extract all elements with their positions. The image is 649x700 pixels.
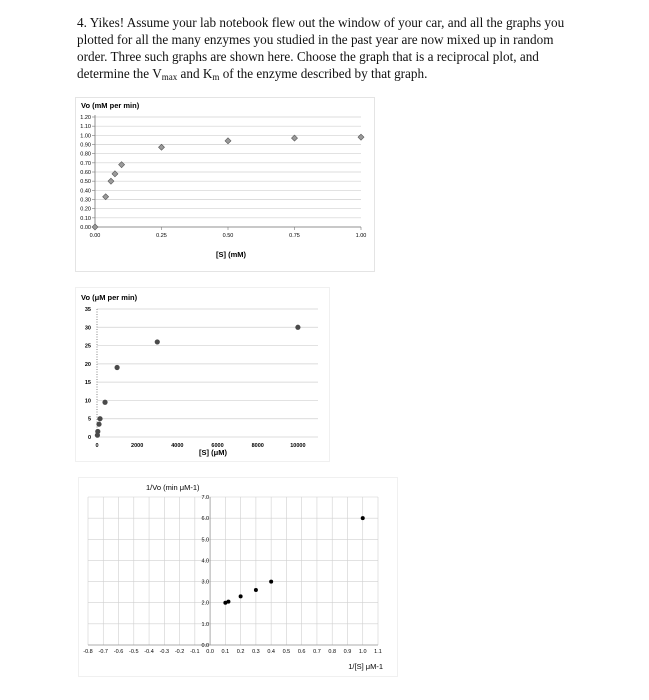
chart-1-x-tick-label: 0.00: [89, 233, 101, 239]
chart-2-y-tick-label: 5: [87, 416, 91, 423]
vmax-subscript: max: [161, 72, 178, 82]
chart-1-y-tick-label: 0.40: [80, 188, 91, 195]
chart-3-x-tick-label: 0.7: [313, 649, 321, 655]
chart-3-y-tick-label: 6.0: [201, 516, 210, 523]
chart-3-x-tick-label: -0.2: [174, 649, 185, 655]
chart-3-x-tick-label: 0.1: [221, 649, 230, 655]
question-text-part3: of the enzyme described by that graph.: [219, 66, 428, 81]
chart-3-y-tick-label: 5.0: [201, 537, 210, 544]
chart-3-x-tick-label: 0.5: [282, 649, 291, 655]
chart-3-x-tick-label: 0.6: [297, 649, 306, 655]
chart-2-x-tick-label: 8000: [251, 443, 264, 449]
chart-3-x-tick-label: 0.0: [206, 649, 214, 655]
chart-3-data-point: [269, 580, 273, 584]
chart-3-y-tick-label: 3.0: [201, 579, 210, 586]
chart-1-y-tick-label: 1.10: [80, 124, 91, 131]
chart-2-data-point: [97, 416, 102, 421]
chart-1-x-axis-label: [S] (mM): [216, 250, 246, 259]
chart-3-frame: [79, 478, 398, 677]
chart-2-y-tick-label: 15: [84, 380, 91, 387]
chart-3-x-tick-label: 0.2: [236, 649, 245, 655]
chart-3-y-tick-label: 7.0: [201, 495, 210, 501]
chart-1-x-tick-label: 0.25: [156, 233, 167, 239]
chart-3-x-tick-label: -0.1: [190, 649, 200, 655]
chart-2-y-tick-label: 35: [84, 307, 91, 313]
chart-3-data-point: [226, 600, 230, 604]
chart-1-velocity-mm: [75, 97, 375, 272]
chart-2-x-tick-label: 10000: [290, 443, 306, 449]
chart-3-x-tick-label: 1.0: [358, 649, 367, 655]
chart-2-y-tick-label: 0: [87, 435, 91, 441]
chart-2-frame: [76, 288, 330, 462]
chart-1-x-tick-label: 1.00: [355, 233, 367, 239]
chart-2-y-tick-label: 25: [84, 343, 91, 350]
chart-2-data-point: [295, 325, 300, 330]
question-text-part1: 4. Yikes! Assume your lab notebook flew out the window of your car, and all the graphs you plotted for all the many enzymes you studied in the past year are now mixed up in random order. Three such graphs are shown here. Choose the graph that is a reciprocal plot, and determine the V: [77, 15, 565, 81]
question-text: [77, 14, 577, 86]
chart-3-data-point: [254, 588, 258, 592]
chart-3-x-tick-label: -0.6: [113, 649, 124, 655]
chart-2-data-point: [114, 365, 119, 370]
chart-2-data-point: [102, 400, 107, 405]
chart-3-x-tick-label: -0.4: [144, 649, 154, 655]
chart-2-x-tick-label: 2000: [131, 443, 144, 449]
chart-1-y-axis-label: Vo (mM per min): [81, 101, 140, 110]
chart-2-x-tick-label: 6000: [211, 443, 224, 449]
chart-3-x-tick-label: 0.9: [343, 649, 352, 655]
chart-1-y-tick-label: 1.00: [80, 133, 91, 140]
chart-1-y-tick-label: 1.20: [80, 115, 91, 121]
chart-3-y-tick-label: 2.0: [201, 600, 210, 607]
chart-3-x-axis-label: 1/[S] μM-1: [348, 662, 383, 671]
chart-3-x-tick-label: 0.8: [328, 649, 337, 655]
chart-1-y-tick-label: 0.20: [80, 206, 91, 213]
chart-3-x-tick-label: -0.5: [129, 649, 139, 655]
chart-2-y-tick-label: 10: [84, 398, 91, 405]
chart-1-y-tick-label: 0.00: [80, 225, 91, 231]
chart-3-x-tick-label: 0.4: [267, 649, 275, 655]
chart-3-x-tick-label: 0.3: [252, 649, 260, 655]
chart-3-x-tick-label: -0.3: [159, 649, 170, 655]
chart-3-data-point: [239, 594, 243, 598]
chart-1-y-tick-label: 0.80: [80, 151, 91, 158]
chart-2-y-tick-label: 20: [84, 361, 91, 368]
chart-1-y-tick-label: 0.70: [80, 160, 91, 167]
chart-2-velocity-um: [75, 287, 330, 462]
chart-3-x-tick-label: 1.1: [374, 649, 382, 655]
question-text-part2: and K: [177, 66, 213, 81]
chart-3-x-tick-label: -0.7: [98, 649, 109, 655]
chart-1-y-tick-label: 0.30: [80, 197, 91, 204]
chart-2-y-tick-label: 30: [84, 325, 91, 332]
chart-1-y-tick-label: 0.10: [80, 215, 91, 222]
chart-1-y-tick-label: 0.60: [80, 170, 91, 176]
chart-1-y-tick-label: 0.50: [80, 179, 91, 186]
chart-3-y-axis-label: 1/Vo (min μM-1): [146, 483, 200, 492]
chart-2-x-axis-label: [S] (μM): [199, 448, 227, 457]
chart-3-y-tick-label: 4.0: [201, 558, 210, 565]
chart-3-data-point: [361, 516, 365, 520]
chart-1-frame: [76, 98, 375, 272]
chart-1-y-tick-label: 0.90: [80, 142, 91, 149]
chart-3-y-tick-label: 0.0: [201, 643, 210, 649]
chart-2-data-point: [96, 422, 101, 427]
chart-3-reciprocal-plot: [78, 477, 398, 677]
chart-2-data-point: [155, 339, 160, 344]
chart-1-x-tick-label: 0.50: [222, 233, 234, 239]
chart-3-y-tick-label: 1.0: [201, 621, 210, 628]
chart-3-x-tick-label: -0.8: [83, 649, 93, 655]
chart-2-x-tick-label: 0: [95, 443, 99, 449]
chart-2-y-axis-label: Vo (μM per min): [81, 293, 138, 302]
chart-2-data-point: [95, 429, 100, 434]
chart-2-x-tick-label: 4000: [171, 443, 184, 449]
chart-1-x-tick-label: 0.75: [289, 233, 300, 239]
km-subscript: m: [212, 72, 220, 82]
